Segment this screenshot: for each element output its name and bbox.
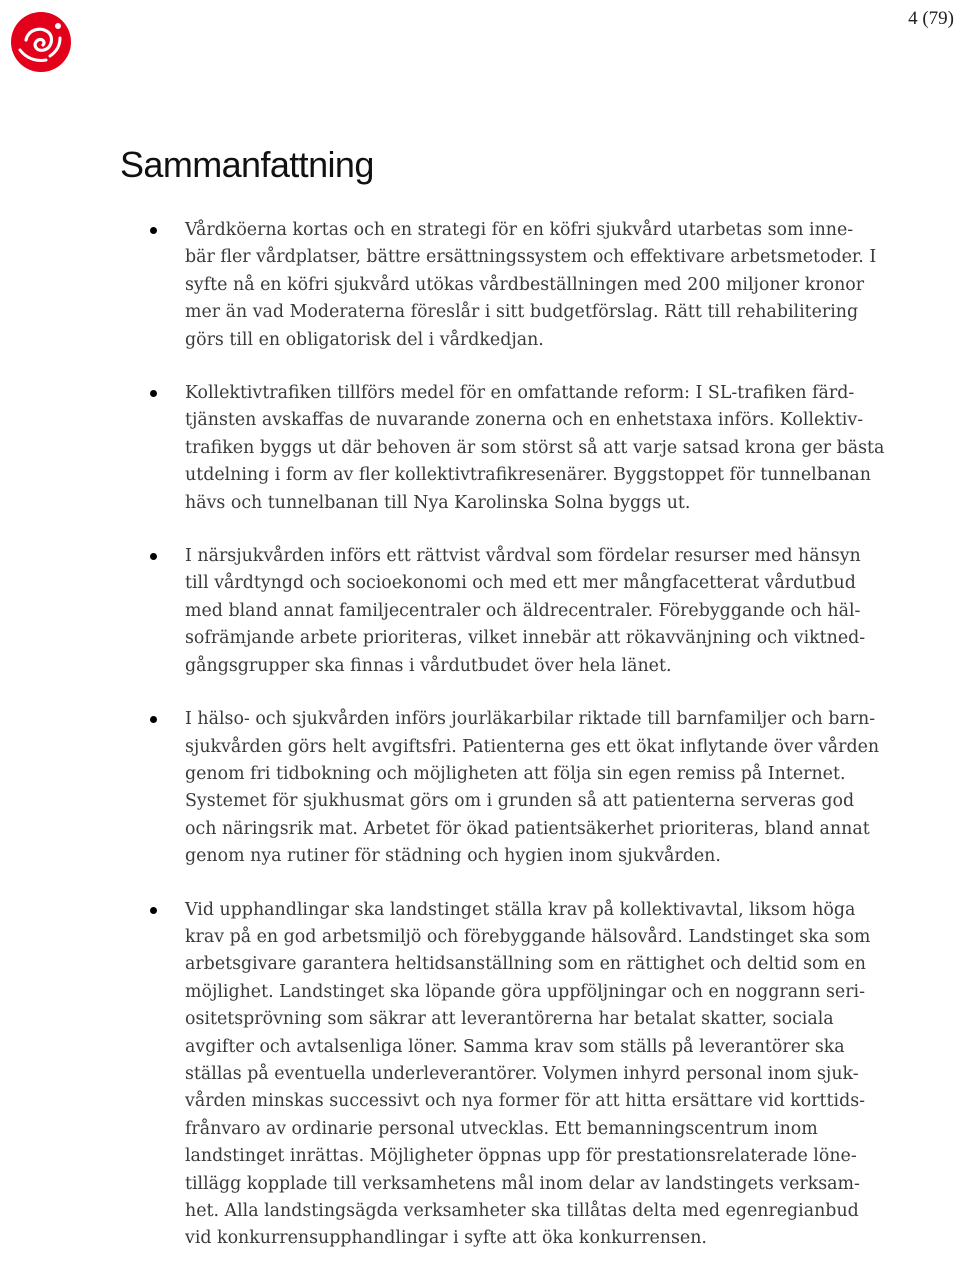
summary-bullet-list (0, 217, 960, 1279)
text-line: avgifter och avtalsenliga löner. Samma krav som ställs på leverantörer ska (185, 1036, 845, 1057)
text-line: tjänsten avskaffas de nuvarande zonerna och en enhetstaxa införs. Kollektiv- (185, 410, 864, 431)
bullet-item (0, 706, 960, 870)
text-line: Vårdköerna kortas och en strategi för en köfri sjukvård utarbetas som inne- (185, 220, 854, 240)
text-line: Kollektivtrafiken tillförs medel för en omfattande reform: I SL-trafiken färd- (185, 383, 855, 404)
text-line: hävs och tunnelbanan till Nya Karolinska Solna byggs ut. (185, 492, 691, 513)
text-line: I närsjukvården införs ett rättvist vårdval som fördelar resurser med hänsyn (185, 546, 861, 567)
bullet-paragraph (0, 706, 880, 870)
bullet-item (0, 217, 960, 354)
text-line: utdelning i form av fler kollektivtrafikresenärer. Byggstoppet för tunnelbanan (185, 465, 871, 486)
bullet-dot-icon (150, 227, 157, 234)
text-line: syfte nå en köfri sjukvård utökas vårdbeställningen med 200 miljoner kronor (185, 274, 865, 295)
text-line: landstinget inrättas. Möjligheter öppnas upp för prestationsrelaterade löne- (185, 1146, 857, 1167)
bullet-dot-icon (150, 907, 157, 914)
bullet-dot-icon (150, 553, 157, 560)
text-line: gångsgrupper ska finnas i vårdutbudet över hela länet. (185, 655, 672, 676)
text-line: och näringsrik mat. Arbetet för ökad patientsäkerhet prioriteras, bland annat (185, 818, 870, 839)
text-line: krav på en god arbetsmiljö och förebyggande hälsovård. Landstinget ska som (185, 926, 871, 947)
bullet-paragraph (0, 380, 885, 517)
text-line: het. Alla landstingsägda verksamheter ska tillåtas delta med egenregianbud (185, 1201, 859, 1221)
bullet-item (0, 380, 960, 517)
text-line: ställas på eventuella underleverantörer. Volymen inhyrd personal inom sjuk- (185, 1063, 859, 1084)
text-line: vid konkurrensupphandlingar i syfte att öka konkurrensen. (185, 1228, 707, 1249)
page-number: 4 (79) (908, 8, 954, 29)
text-line: till vårdtyngd och socioekonomi och med ett mer mångfacetterat vårdutbud (185, 573, 856, 594)
text-line: sjukvården görs helt avgiftsfri. Patienterna ges ett ökat inflytande över vården (185, 736, 880, 757)
bullet-item (0, 897, 960, 1253)
text-line: Systemet för sjukhusmat görs om i grunden så att patienterna serveras god (185, 791, 855, 812)
text-line: bär fler vårdplatser, bättre ersättningssystem och effektivare arbetsmetoder. I (185, 247, 877, 268)
page-title: Sammanfattning (120, 144, 374, 185)
text-line: med bland annat familjecentraler och äldrecentraler. Förebyggande och häl- (185, 600, 861, 621)
text-line: genom fri tidbokning och möjligheten att följa sin egen remiss på Internet. (185, 763, 846, 784)
bullet-paragraph (0, 217, 877, 354)
text-line: sofrämjande arbete prioriteras, vilket innebär att rökavvänjning och viktned- (185, 628, 866, 649)
text-line: görs till en obligatorisk del i vårdkedjan. (185, 329, 544, 350)
text-line: arbetsgivare garantera heltidsanställning som en rättighet och deltid som en (185, 954, 867, 975)
text-line: ositetsprövning som säkrar att leverantörerna har betalat skatter, sociala (185, 1009, 834, 1030)
bullet-paragraph (0, 897, 871, 1253)
text-line: trafiken byggs ut där behoven är som störst så att varje satsad krona ger bästa (185, 437, 885, 458)
text-line: mer än vad Moderaterna föreslår i sitt budgetförslag. Rätt till rehabilitering (185, 302, 859, 323)
rose-logo-icon (6, 6, 76, 76)
text-line: vården minskas successivt och nya former för att hitta ersättare vid korttids- (185, 1091, 866, 1112)
text-line: genom nya rutiner för städning och hygien inom sjukvården. (185, 846, 721, 867)
bullet-item (0, 543, 960, 680)
text-line: frånvaro av ordinarie personal utvecklas. Ett bemanningscentrum inom (185, 1118, 818, 1139)
text-line: tillägg kopplade till verksamhetens mål inom delar av landstingets verksam- (185, 1173, 860, 1194)
text-line: I hälso- och sjukvården införs jourläkarbilar riktade till barnfamiljer och barn- (185, 709, 876, 730)
bullet-paragraph (0, 543, 866, 680)
text-line: Vid upphandlingar ska landstinget ställa krav på kollektivavtal, liksom höga (185, 899, 856, 920)
bullet-dot-icon (150, 390, 157, 397)
text-line: möjlighet. Landstinget ska löpande göra uppföljningar och en noggrann seri- (185, 981, 865, 1002)
